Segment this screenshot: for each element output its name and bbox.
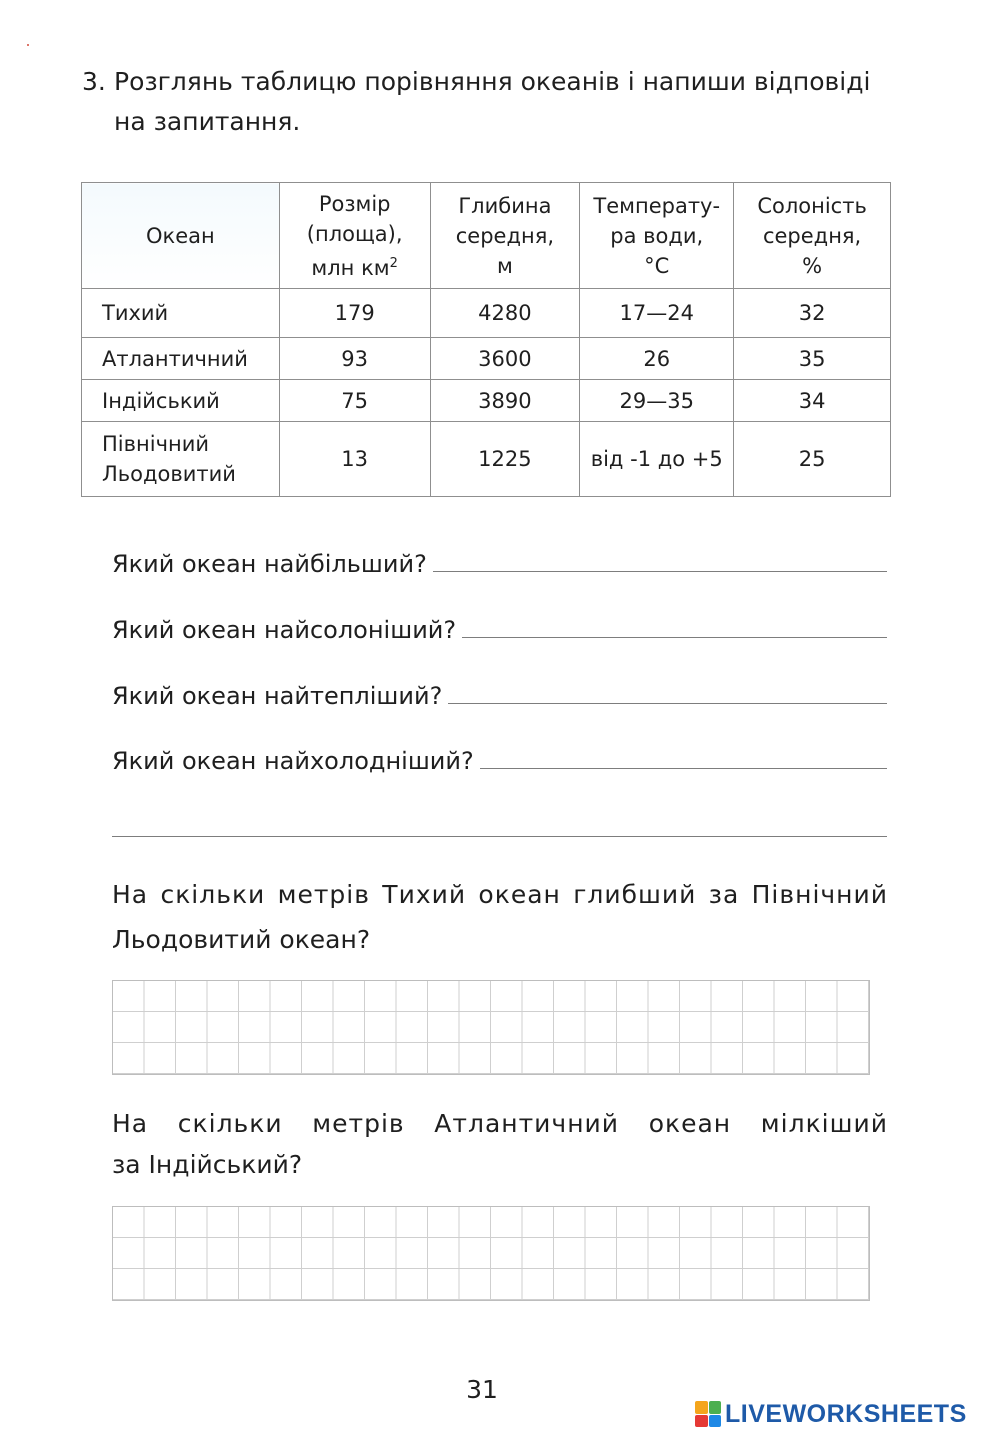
table-row	[82, 380, 891, 422]
question-coldest	[112, 735, 887, 775]
header-temperature: Температу- ра води, °С	[580, 183, 734, 289]
ocean-salinity: 25	[734, 422, 891, 497]
ocean-temperature: від -1 до +5	[580, 422, 734, 497]
task-number: 3.	[82, 67, 106, 96]
ocean-size: 93	[279, 338, 430, 380]
ocean-temperature: 26	[580, 338, 734, 380]
ocean-name: Індійський	[82, 380, 280, 422]
ocean-name: Тихий	[82, 289, 280, 338]
answer-line-coldest-continued[interactable]	[112, 836, 887, 837]
margin-mark	[27, 44, 29, 46]
superscript-two: 2	[389, 255, 398, 271]
logo-text: LIVEWORKSHEETS	[725, 1399, 967, 1428]
header-depth: Глибина середня, м	[430, 183, 580, 289]
ocean-temperature: 17—24	[580, 289, 734, 338]
question-warmest	[112, 670, 887, 710]
problem-shallower-line2: за Індійський?	[112, 1150, 303, 1179]
task-title-line1: Розглянь таблицю порівняння океанів і напиши відповіді	[114, 67, 871, 96]
oceans-comparison-table	[81, 182, 891, 497]
logo-icon-square	[709, 1415, 722, 1428]
ocean-size: 179	[279, 289, 430, 338]
table-row	[82, 338, 891, 380]
logo-icon-square	[695, 1415, 708, 1428]
header-size: Розмір (площа), млн $км^2$	[279, 183, 430, 289]
table-row	[82, 289, 891, 338]
ocean-salinity: 32	[734, 289, 891, 338]
ocean-size: 75	[279, 380, 430, 422]
ocean-temperature: 29—35	[580, 380, 734, 422]
answer-grid-1[interactable]	[112, 980, 870, 1075]
logo-icon-square	[695, 1401, 708, 1414]
ocean-size: 13	[279, 422, 430, 497]
question-text: Який океан найтепліший?	[112, 682, 443, 710]
question-saltiest	[112, 604, 887, 644]
ocean-depth: 3890	[430, 380, 580, 422]
question-text: Який океан найбільший?	[112, 550, 427, 578]
question-largest	[112, 538, 887, 578]
table-header-row	[82, 183, 891, 289]
liveworksheets-logo-icon	[695, 1401, 721, 1427]
ocean-name: Північний Льодовитий	[82, 422, 280, 497]
ocean-depth: 3600	[430, 338, 580, 380]
problem-depth-difference-line2: Льодовитий океан?	[112, 925, 371, 954]
task-title	[82, 62, 912, 142]
liveworksheets-logo[interactable]	[695, 1398, 967, 1430]
task-title-line2: на запитання.	[114, 107, 301, 136]
answer-line-largest[interactable]	[433, 543, 887, 572]
answer-line-warmest[interactable]	[448, 675, 887, 704]
ocean-depth: 4280	[430, 289, 580, 338]
ocean-salinity: 35	[734, 338, 891, 380]
ocean-depth: 1225	[430, 422, 580, 497]
ocean-salinity: 34	[734, 380, 891, 422]
answer-line-coldest[interactable]	[480, 740, 887, 769]
problem-shallower-line1: На скільки метрів Атлантичний океан мілкіший	[112, 1109, 888, 1138]
answer-line-saltiest[interactable]	[462, 609, 887, 638]
table-row	[82, 422, 891, 497]
question-text: Який океан найхолодніший?	[112, 747, 474, 775]
problem-depth-difference-line1: На скільки метрів Тихий океан глибший за Північний	[112, 880, 888, 909]
ocean-name: Атлантичний	[82, 338, 280, 380]
question-text: Який океан найсолоніший?	[112, 616, 457, 644]
header-ocean: Океан	[82, 183, 280, 289]
answer-grid-2[interactable]	[112, 1206, 870, 1301]
logo-icon-square	[709, 1401, 722, 1414]
header-salinity: Солоність середня, %	[734, 183, 891, 289]
page-number: 31	[466, 1375, 498, 1404]
